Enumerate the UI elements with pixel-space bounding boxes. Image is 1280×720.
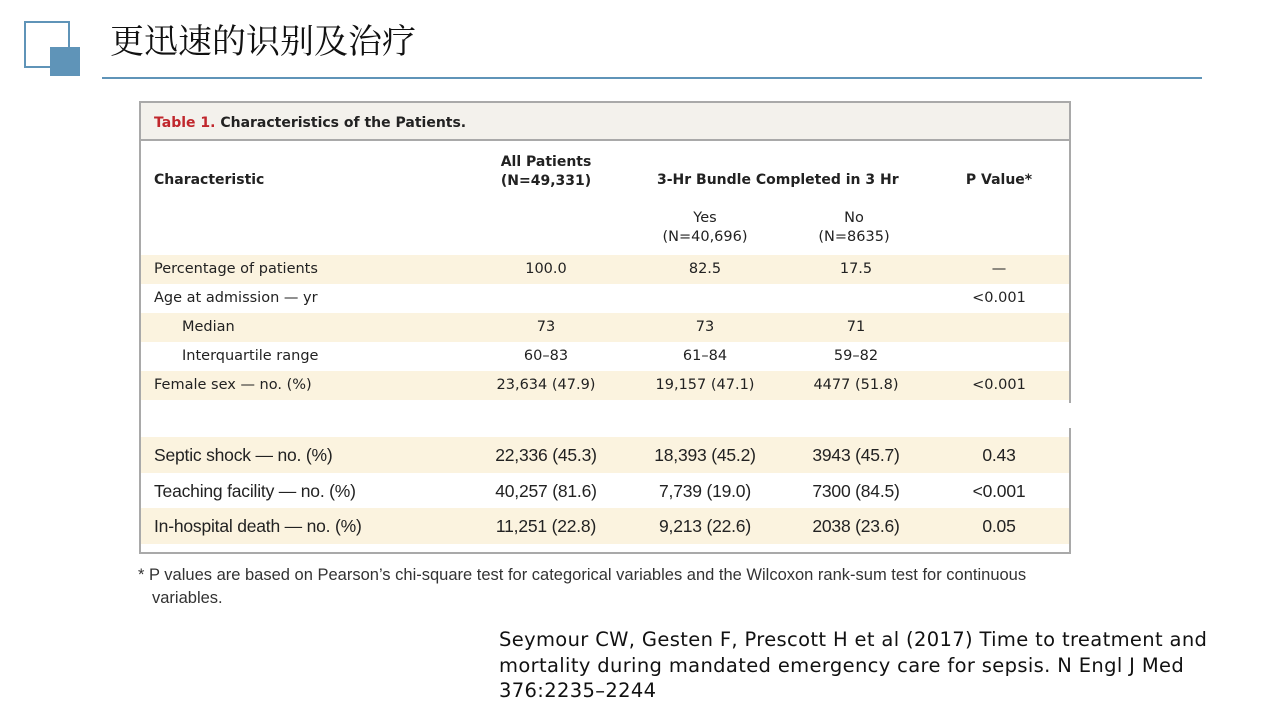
row-all: 73 bbox=[536, 319, 556, 335]
table-row bbox=[141, 342, 1069, 371]
title-decoration-square bbox=[50, 47, 80, 76]
footnote-line: variables. bbox=[152, 589, 223, 607]
row-label: Teaching facility — no. (%) bbox=[154, 481, 356, 501]
header-all-patients bbox=[481, 153, 611, 191]
title-underline bbox=[102, 77, 1202, 79]
row-pvalue: 0.05 bbox=[982, 516, 1016, 536]
row-all: 40,257 (81.6) bbox=[495, 481, 597, 501]
footnote-line: * P values are based on Pearson’s chi-square test for categorical variables and the Wilcoxon rank-sum test for continuous bbox=[138, 566, 1027, 584]
row-pvalue: <0.001 bbox=[972, 290, 1026, 306]
table-row bbox=[141, 371, 1069, 400]
row-no: 71 bbox=[846, 319, 866, 335]
row-all: 23,634 (47.9) bbox=[496, 377, 596, 393]
row-all: 60–83 bbox=[523, 348, 569, 364]
row-label: In-hospital death — no. (%) bbox=[154, 516, 362, 536]
citation-line: mortality during mandated emergency care for sepsis. N Engl J Med bbox=[499, 653, 1185, 677]
row-all: 22,336 (45.3) bbox=[495, 445, 597, 465]
header-yes-label: Yes bbox=[693, 210, 717, 226]
table-row bbox=[141, 508, 1069, 544]
row-no: 4477 (51.8) bbox=[813, 377, 899, 393]
header-all-patients-n: (N=49,331) bbox=[500, 173, 592, 189]
page-title: 更迅速的识别及治疗 bbox=[110, 22, 416, 62]
row-yes: 73 bbox=[695, 319, 715, 335]
table-row bbox=[141, 284, 1069, 313]
citation-line: Seymour CW, Gesten F, Prescott H et al (2017) Time to treatment and bbox=[499, 628, 1208, 651]
table-row bbox=[141, 313, 1069, 342]
row-yes: 7,739 (19.0) bbox=[659, 481, 751, 501]
row-label: Percentage of patients bbox=[154, 261, 318, 277]
row-yes: 19,157 (47.1) bbox=[655, 377, 755, 393]
citation bbox=[499, 627, 1269, 704]
row-all: 100.0 bbox=[525, 261, 567, 277]
row-pvalue: <0.001 bbox=[972, 377, 1026, 393]
image-crop-gap bbox=[141, 403, 1075, 428]
header-no-n: (N=8635) bbox=[818, 229, 890, 245]
row-yes: 18,393 (45.2) bbox=[654, 445, 756, 465]
row-no: 17.5 bbox=[839, 261, 873, 277]
table-caption-label: Table 1. bbox=[154, 115, 216, 131]
header-bundle: 3-Hr Bundle Completed in 3 Hr bbox=[657, 172, 899, 188]
table-caption-text: Characteristics of the Patients. bbox=[215, 115, 467, 131]
row-yes: 82.5 bbox=[688, 261, 722, 277]
header-all-patients-label: All Patients bbox=[500, 154, 592, 170]
header-yes-n: (N=40,696) bbox=[662, 229, 748, 245]
row-all: 11,251 (22.8) bbox=[495, 516, 597, 536]
table-row bbox=[141, 255, 1069, 284]
table-footnote bbox=[138, 564, 1078, 610]
table-row bbox=[141, 437, 1069, 473]
row-label: Female sex — no. (%) bbox=[154, 377, 312, 393]
row-pvalue: — bbox=[991, 261, 1007, 277]
row-pvalue: <0.001 bbox=[972, 481, 1026, 501]
header-yes bbox=[635, 209, 775, 247]
row-label: Interquartile range bbox=[182, 348, 319, 364]
row-label: Median bbox=[182, 319, 235, 335]
row-label: Septic shock — no. (%) bbox=[154, 445, 333, 465]
header-no-label: No bbox=[844, 210, 864, 226]
row-pvalue: 0.43 bbox=[982, 445, 1016, 465]
header-characteristic: Characteristic bbox=[154, 172, 265, 188]
header-pvalue: P Value* bbox=[965, 172, 1033, 188]
table-row bbox=[141, 473, 1069, 509]
row-no: 2038 (23.6) bbox=[812, 516, 900, 536]
row-no: 3943 (45.7) bbox=[812, 445, 900, 465]
citation-line: 376:2235–2244 bbox=[499, 679, 657, 702]
table-figure bbox=[139, 101, 1071, 554]
row-label: Age at admission — yr bbox=[154, 290, 318, 306]
table-caption bbox=[141, 103, 1069, 141]
row-no: 7300 (84.5) bbox=[812, 481, 900, 501]
row-no: 59–82 bbox=[833, 348, 879, 364]
header-no bbox=[794, 209, 914, 247]
row-yes: 9,213 (22.6) bbox=[659, 516, 751, 536]
row-yes: 61–84 bbox=[682, 348, 728, 364]
